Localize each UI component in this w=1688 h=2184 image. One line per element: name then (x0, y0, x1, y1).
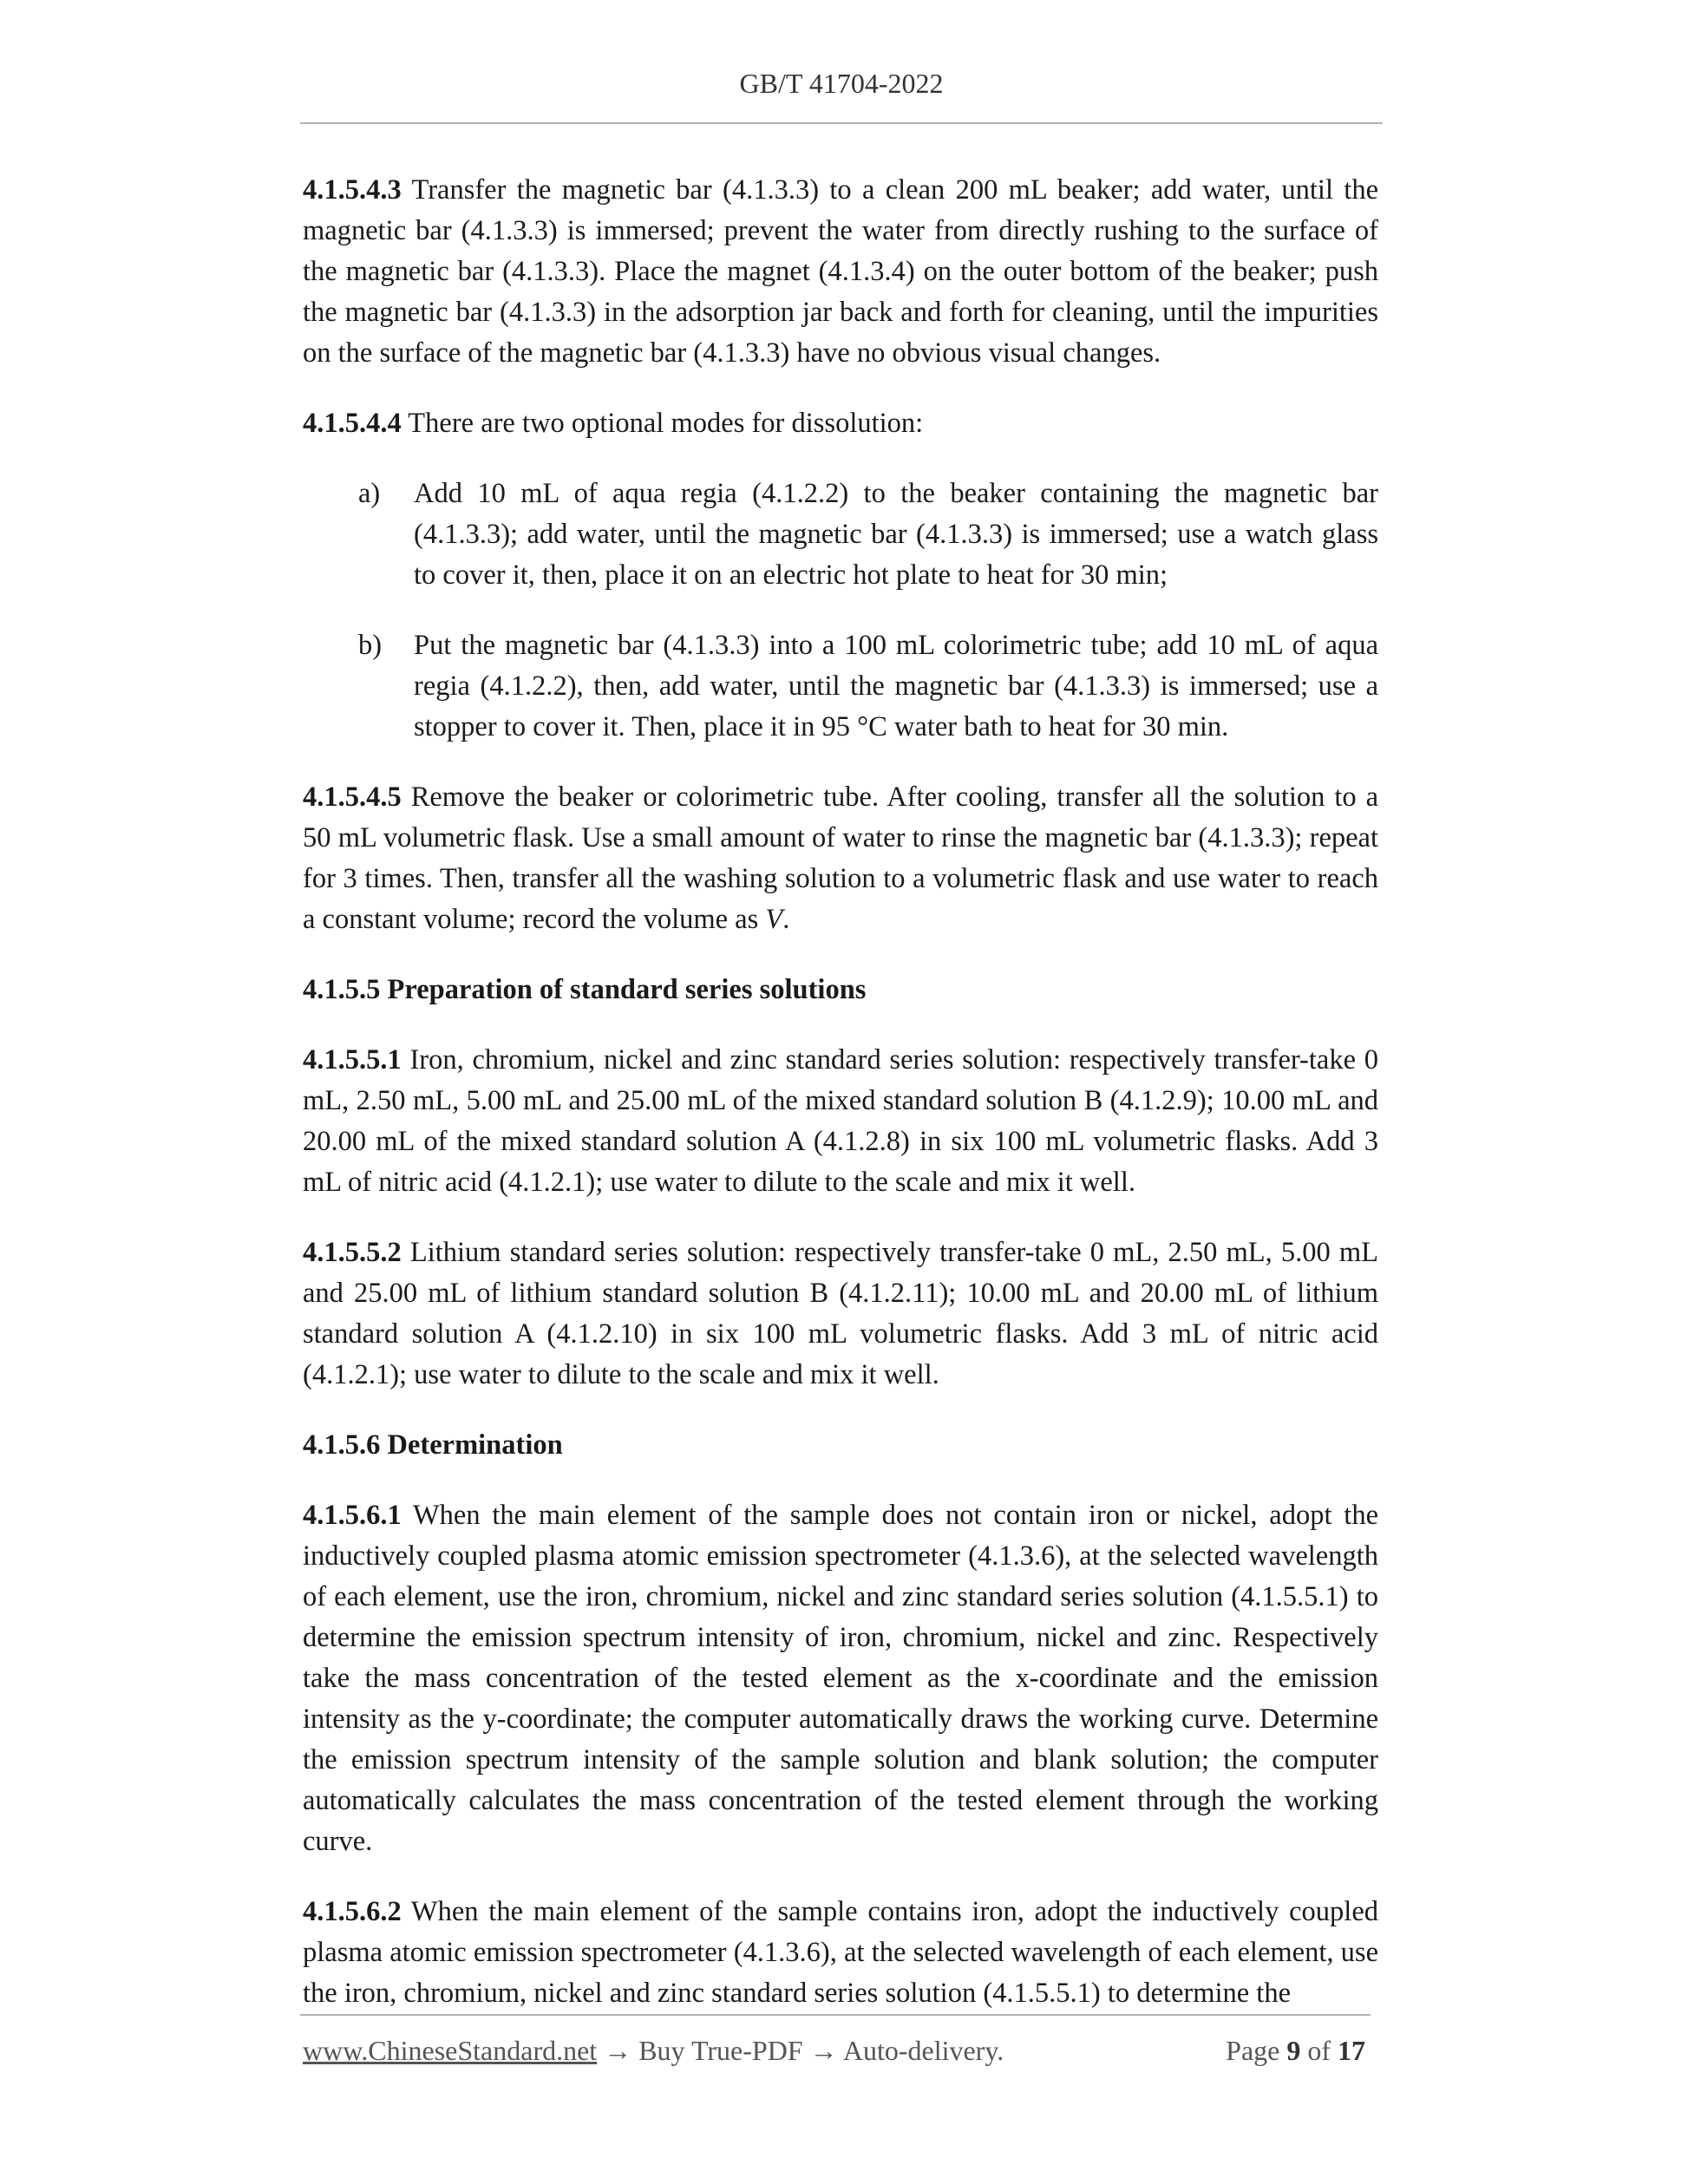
volume-variable: V (765, 904, 783, 935)
footer-promo (303, 2035, 1004, 2067)
clause-number: 4.1.5.4.4 (303, 408, 402, 439)
clause-end: . (782, 904, 790, 935)
page-label: Page (1226, 2035, 1287, 2066)
list-item-text: Put the magnetic bar (4.1.3.3) into a 100 mL colorimetric tube; add 10 mL of aqua regia (4.1.2.2), then, add water, until the magnetic bar (4.1.3.3) is immersed; use a stopper to cover it. Then, place it in 95 °C water bath to heat for 30 min. (414, 630, 1378, 742)
clause-text: When the main element of the sample contains iron, adopt the inductively coupled plasma atomic emission spectrometer (4.1.3.6), at the selected wavelength of each element, use the iron, chromium, nickel and zinc standard series solution (4.1.5.5.1) to determine the (303, 1896, 1378, 2009)
list-item-b (358, 625, 1378, 748)
clause-4-1-5-4-4 (303, 403, 1378, 444)
clause-number: 4.1.5.6.1 (303, 1500, 402, 1531)
page-of: of (1300, 2035, 1338, 2066)
clause-text: Iron, chromium, nickel and zinc standard series solution: respectively transfer-take 0 mL, 2.50 mL, 5.00 mL and 25.00 mL of the mixed standard solution B (4.1.2.9); 10.00 mL and 20.00 mL of the mixed standard solution A (4.1.2.8) in six 100 mL volumetric flasks. Add 3 mL of nitric acid (4.1.2.1); use water to dilute to the scale and mix it well. (303, 1044, 1378, 1198)
header-divider (300, 122, 1383, 124)
clause-4-1-5-5-1 (303, 1040, 1378, 1203)
promo-text: → Buy True-PDF → Auto-delivery. (597, 2035, 1004, 2066)
list-marker: b) (358, 630, 383, 661)
clause-number: 4.1.5.4.5 (303, 781, 402, 813)
running-header: GB/T 41704-2022 (739, 68, 944, 99)
clause-4-1-5-6-1 (303, 1495, 1378, 1862)
clause-number: 4.1.5.5.1 (303, 1044, 402, 1076)
clause-text: Remove the beaker or colorimetric tube. After cooling, transfer all the solution to a 50 mL volumetric flask. Use a small amount of water to rinse the magnetic bar (4.1.3.3); repeat for 3 times. Then, transfer all the washing solution to a volumetric flask and use water to reach a constant volume; record the volume as (303, 781, 1378, 935)
clause-number: 4.1.5.5.2 (303, 1237, 402, 1268)
clause-text: When the main element of the sample does not contain iron or nickel, adopt the inductively coupled plasma atomic emission spectrometer (4.1.3.6), at the selected wavelength of each element, use the iron, chromium, nickel and zinc standard series solution (4.1.5.5.1) to determine the emission spectrum intensity of iron, chromium, nickel and zinc. Respectively take the mass concentration of the tested element as the x-coordinate and the emission intensity as the y-coordinate; the computer automatically draws the working curve. Determine the emission spectrum intensity of the sample solution and blank solution; the computer automatically calculates the mass concentration of the tested element through the working curve. (303, 1500, 1378, 1857)
website-link[interactable]: www.ChineseStandard.net (303, 2035, 598, 2066)
heading-4-1-5-5: 4.1.5.5 Preparation of standard series solutions (303, 974, 867, 1005)
list-marker: a) (358, 478, 381, 509)
page-total: 17 (1338, 2035, 1365, 2066)
document-body (303, 170, 1378, 2043)
clause-number: 4.1.5.4.3 (303, 174, 402, 206)
list-item-a (358, 474, 1378, 596)
footer-divider (300, 2014, 1371, 2016)
clause-text: Lithium standard series solution: respectively transfer-take 0 mL, 2.50 mL, 5.00 mL and 25.00 mL of lithium standard solution B (4.1.2.11); 10.00 mL and 20.00 mL of lithium standard solution A (4.1.2.10) in six 100 mL volumetric flasks. Add 3 mL of nitric acid (4.1.2.1); use water to dilute to the scale and mix it well. (303, 1237, 1378, 1390)
clause-text: Transfer the magnetic bar (4.1.3.3) to a clean 200 mL beaker; add water, until the magnetic bar (4.1.3.3) is immersed; prevent the water from directly rushing to the surface of the magnetic bar (4.1.3.3). Place the magnet (4.1.3.4) on the outer bottom of the beaker; push the magnetic bar (4.1.3.3) in the adsorption jar back and forth for cleaning, until the impurities on the surface of the magnetic bar (4.1.3.3) have no obvious visual changes. (303, 174, 1378, 369)
page-current: 9 (1286, 2035, 1301, 2066)
heading-4-1-5-6: 4.1.5.6 Determination (303, 1429, 563, 1461)
clause-number: 4.1.5.6.2 (303, 1896, 402, 1927)
clause-4-1-5-5-2 (303, 1233, 1378, 1396)
page-indicator (1226, 2035, 1365, 2067)
list-item-text: Add 10 mL of aqua regia (4.1.2.2) to the beaker containing the magnetic bar (4.1.3.3); add water, until the magnetic bar (4.1.3.3) is immersed; use a watch glass to cover it, then, place it on an electric hot plate to heat for 30 min; (414, 478, 1378, 591)
clause-text: There are two optional modes for dissolution: (401, 408, 924, 439)
clause-4-1-5-4-5 (303, 777, 1378, 940)
clause-4-1-5-4-3 (303, 170, 1378, 374)
clause-4-1-5-6-2 (303, 1892, 1378, 2014)
